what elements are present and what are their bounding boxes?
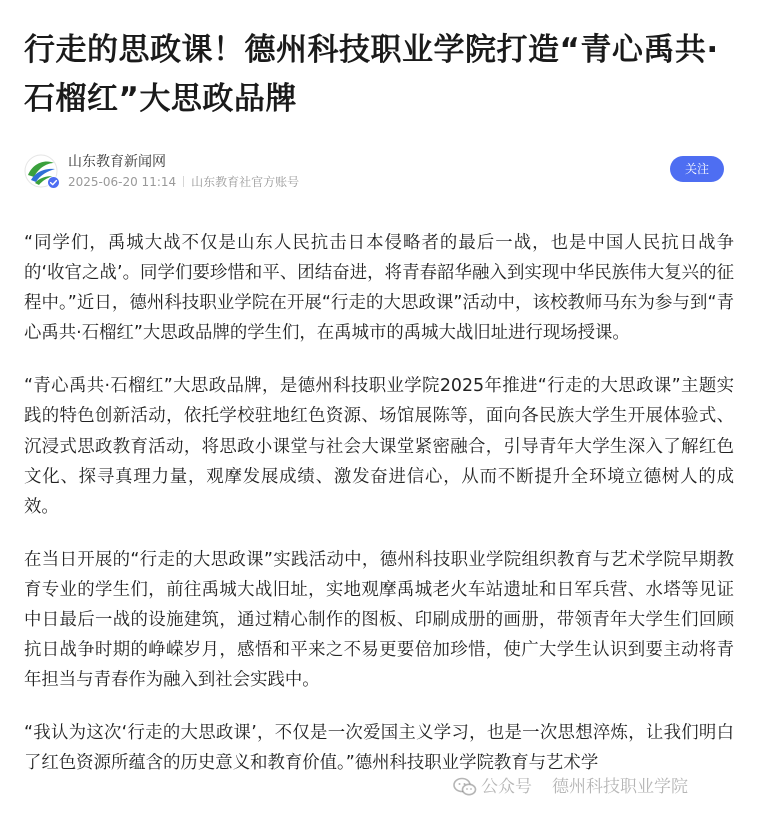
account-type: 山东教育社官方账号 <box>191 175 300 189</box>
author-name[interactable]: 山东教育新闻网 <box>68 154 166 170</box>
article-title: 行走的思政课！德州科技职业学院打造“青心禹共·石榴红”大思政品牌 <box>24 32 719 117</box>
publish-date: 2025-06-20 11:14 <box>68 175 177 189</box>
avatar[interactable] <box>24 154 60 190</box>
meta-divider <box>183 176 184 187</box>
article-paragraph: “同学们，禹城大战不仅是山东人民抗击日本侵略者的最后一战，也是中国人民抗日战争的‘收官之战’。同学们要珍惜和平、团结奋进，将青春韶华融入到实现中华民族伟大复兴的征程中。”近日，德州科技职业学院在开展“行走的大思政课”活动中，该校教师马东为参与到“青心禹共·石榴红”大思政品牌的学生们，在禹城市的禹城大战旧址进行现场授课。 <box>24 233 734 344</box>
author-header <box>24 152 734 196</box>
follow-button[interactable]: 关注 <box>670 156 724 182</box>
article-paragraph: 在当日开展的“行走的大思政课”实践活动中，德州科技职业学院组织教育与艺术学院早期教育专业的学生们，前往禹城大战旧址，实地观摩禹城老火车站遗址和日军兵营、水塔等见证中日最后一战的设施建筑，通过精心制作的图板、印刷成册的画册，带领青年大学生们回顾抗日战争时期的峥嵘岁月，感悟和平来之不易更要倍加珍惜，使广大学生认识到要主动将青年担当与青春作为融入到社会实践中。 <box>24 549 734 691</box>
article-meta <box>68 174 299 190</box>
article-paragraph: “我认为这次‘行走的大思政课’，不仅是一次爱国主义学习，也是一次思想淬炼，让我们明白了红色资源所蕴含的历史意义和教育价值。”德州科技职业学院教育与艺术学 <box>24 723 734 774</box>
watermark-name: 德州科技职业学院 <box>552 777 688 797</box>
article-body <box>24 228 734 802</box>
watermark-source: 公众号 <box>481 777 532 797</box>
verified-badge-icon <box>47 176 60 189</box>
article-paragraph: “青心禹共·石榴红”大思政品牌，是德州科技职业学院2025年推进“行走的大思政课”主题实践的特色创新活动，依托学校驻地红色资源、场馆展陈等，面向各民族大学生开展体验式、沉浸式思政教育活动，将思政小课堂与社会大课堂紧密融合，引导青年大学生深入了解红色文化、探寻真理力量，观摩发展成绩、激发奋进信心，从而不断提升全环境立德树人的成效。 <box>24 376 734 517</box>
